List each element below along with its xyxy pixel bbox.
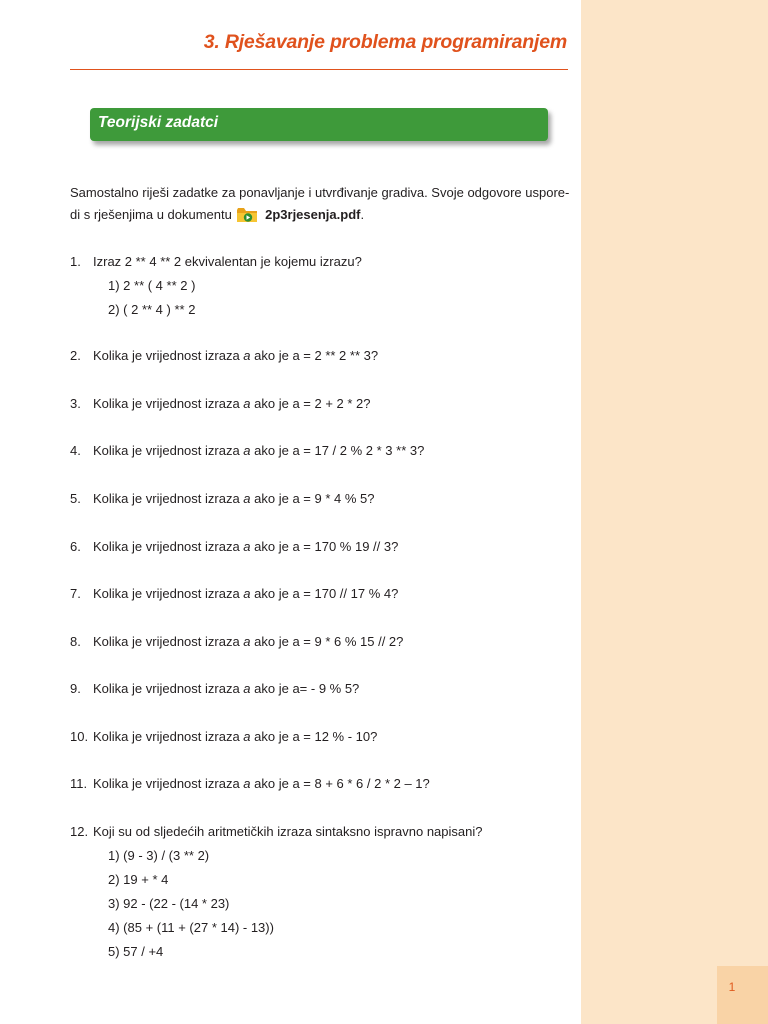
page-number: 1 bbox=[728, 980, 736, 994]
question-expression: ako je a = 2 ** 2 ** 3? bbox=[250, 348, 379, 363]
question-9 bbox=[70, 681, 359, 696]
title-divider bbox=[70, 69, 568, 70]
variable-name: a bbox=[243, 396, 251, 411]
variable-name: a bbox=[243, 443, 251, 458]
question-4 bbox=[70, 443, 424, 458]
variable-name: a bbox=[243, 776, 251, 791]
intro-line-1: Samostalno riješi zadatke za ponavljanje i utvrđivanje gradiva. Svoje odgovore uspore- bbox=[70, 185, 570, 200]
question-text: Kolika je vrijednost izraza bbox=[93, 539, 244, 554]
question-expression: ako je a = 12 % - 10? bbox=[250, 729, 378, 744]
question-text: Kolika je vrijednost izraza bbox=[93, 681, 244, 696]
question-text: Koji su od sljedećih aritmetičkih izraza sintaksno ispravno napisani? bbox=[93, 824, 483, 839]
question-6 bbox=[70, 539, 398, 554]
question-3 bbox=[70, 396, 371, 411]
question-expression: ako je a = 9 * 6 % 15 // 2? bbox=[250, 634, 404, 649]
question-expression: ako je a= - 9 % 5? bbox=[250, 681, 360, 696]
variable-name: a bbox=[243, 348, 251, 363]
variable-name: a bbox=[243, 634, 251, 649]
question-10 bbox=[70, 729, 377, 744]
page-number-box bbox=[717, 966, 768, 1024]
variable-name: a bbox=[243, 729, 251, 744]
question-1 bbox=[70, 254, 362, 269]
solutions-file-link[interactable]: 2p3rjesenja.pdf bbox=[265, 207, 361, 222]
intro-line-2: di s rješenjima u dokumentu bbox=[70, 207, 232, 222]
variable-name: a bbox=[243, 586, 251, 601]
question-expression: ako je a = 170 // 17 % 4? bbox=[250, 586, 399, 601]
question-5 bbox=[70, 491, 374, 506]
answer-option: 1) (9 - 3) / (3 ** 2) bbox=[108, 848, 210, 863]
intro-paragraph bbox=[70, 182, 570, 230]
answer-option: 5) 57 / +4 bbox=[108, 944, 164, 959]
question-text: Kolika je vrijednost izraza bbox=[93, 491, 244, 506]
question-number: 1. bbox=[70, 254, 81, 269]
section-banner bbox=[90, 108, 548, 141]
question-number: 7. bbox=[70, 586, 81, 601]
question-number: 8. bbox=[70, 634, 81, 649]
variable-name: a bbox=[243, 491, 251, 506]
pdf-folder-icon[interactable] bbox=[237, 207, 259, 230]
question-number: 11. bbox=[70, 776, 88, 791]
question-8 bbox=[70, 634, 403, 649]
question-text: Kolika je vrijednost izraza bbox=[93, 396, 244, 411]
question-number: 10. bbox=[70, 729, 89, 744]
question-text: Kolika je vrijednost izraza bbox=[93, 443, 244, 458]
question-text: Kolika je vrijednost izraza bbox=[93, 348, 244, 363]
right-margin-panel bbox=[581, 0, 768, 1024]
chapter-title: 3. Rješavanje problema programiranjem bbox=[203, 31, 567, 53]
question-12 bbox=[70, 824, 482, 839]
question-text: Izraz 2 ** 4 ** 2 ekvivalentan je kojemu izrazu? bbox=[93, 254, 362, 269]
question-expression: ako je a = 2 + 2 * 2? bbox=[250, 396, 371, 411]
question-expression: ako je a = 170 % 19 // 3? bbox=[250, 539, 399, 554]
question-expression: ako je a = 17 / 2 % 2 * 3 ** 3? bbox=[250, 443, 425, 458]
question-expression: ako je a = 8 + 6 * 6 / 2 * 2 – 1? bbox=[250, 776, 430, 791]
question-number: 6. bbox=[70, 539, 81, 554]
variable-name: a bbox=[243, 681, 251, 696]
question-expression: ako je a = 9 * 4 % 5? bbox=[250, 491, 375, 506]
question-number: 9. bbox=[70, 681, 81, 696]
question-text: Kolika je vrijednost izraza bbox=[93, 586, 244, 601]
variable-name: a bbox=[243, 539, 251, 554]
question-number: 4. bbox=[70, 443, 81, 458]
question-text: Kolika je vrijednost izraza bbox=[93, 776, 244, 791]
answer-option: 4) (85 + (11 + (27 * 14) - 13)) bbox=[108, 920, 274, 935]
intro-period: . bbox=[360, 207, 365, 222]
answer-option: 1) 2 ** ( 4 ** 2 ) bbox=[108, 278, 196, 293]
question-number: 5. bbox=[70, 491, 81, 506]
answer-option: 3) 92 - (22 - (14 * 23) bbox=[108, 896, 230, 911]
question-number: 2. bbox=[70, 348, 81, 363]
question-text: Kolika je vrijednost izraza bbox=[93, 634, 244, 649]
question-text: Kolika je vrijednost izraza bbox=[93, 729, 244, 744]
question-11 bbox=[70, 776, 430, 791]
question-2 bbox=[70, 348, 378, 363]
question-number: 12. bbox=[70, 824, 89, 839]
question-7 bbox=[70, 586, 398, 601]
answer-option: 2) ( 2 ** 4 ) ** 2 bbox=[108, 302, 196, 317]
answer-option: 2) 19 + * 4 bbox=[108, 872, 169, 887]
section-title: Teorijski zadatci bbox=[98, 114, 219, 131]
question-number: 3. bbox=[70, 396, 81, 411]
